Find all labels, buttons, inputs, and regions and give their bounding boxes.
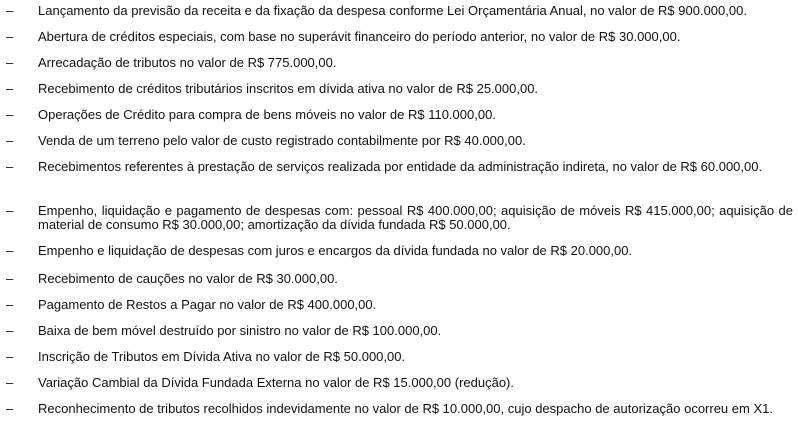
list-item-text: Recebimento de cauções no valor de R$ 30.000,00. bbox=[38, 271, 338, 286]
list-bullet: – bbox=[6, 243, 14, 258]
list-bullet: – bbox=[6, 29, 14, 44]
list-bullet: – bbox=[6, 401, 14, 416]
list-item-text: Lançamento da previsão da receita e da fixação da despesa conforme Lei Orçamentária Anual, no valor de R$ 900.000,00. bbox=[38, 3, 747, 18]
list-bullet: – bbox=[6, 55, 14, 70]
list-bullet: – bbox=[6, 81, 14, 96]
list-item-text: Empenho, liquidação e pagamento de despesas com: pessoal R$ 400.000,00; aquisição de móveis R$ 415.000,00; aquisição de material de consumo R$ 30.000,00; amortização da dívida fundada R$ 50.000,00. bbox=[38, 203, 793, 232]
list-bullet: – bbox=[6, 159, 14, 174]
list-item-text: Venda de um terreno pelo valor de custo registrado contabilmente por R$ 40.000,00. bbox=[38, 133, 526, 148]
list-item-text: Recebimentos referentes à prestação de serviços realizada por entidade da administração indireta, no valor de R$ 60.000,00. bbox=[38, 159, 763, 174]
list-item-text: Empenho e liquidação de despesas com juros e encargos da dívida fundada no valor de R$ 20.000,00. bbox=[38, 243, 633, 258]
list-item-text: Reconhecimento de tributos recolhidos indevidamente no valor de R$ 10.000,00, cujo despacho de autorização ocorreu em X1. bbox=[38, 401, 773, 416]
list-bullet: – bbox=[6, 203, 14, 218]
list-item-text: Operações de Crédito para compra de bens móveis no valor de R$ 110.000,00. bbox=[38, 107, 496, 122]
list-bullet: – bbox=[6, 3, 14, 18]
list-item-text: Arrecadação de tributos no valor de R$ 775.000,00. bbox=[38, 55, 337, 70]
list-bullet: – bbox=[6, 271, 14, 286]
list-item-text: Variação Cambial da Dívida Fundada Externa no valor de R$ 15.000,00 (redução). bbox=[38, 375, 514, 390]
list-bullet: – bbox=[6, 297, 14, 312]
list-bullet: – bbox=[6, 323, 14, 338]
list-item-text: Recebimento de créditos tributários inscritos em dívida ativa no valor de R$ 25.000,00. bbox=[38, 81, 539, 96]
list-item-text: Pagamento de Restos a Pagar no valor de R$ 400.000,00. bbox=[38, 297, 377, 312]
list-bullet: – bbox=[6, 107, 14, 122]
list-bullet: – bbox=[6, 375, 14, 390]
list-item-text: Baixa de bem móvel destruído por sinistro no valor de R$ 100.000,00. bbox=[38, 323, 442, 338]
list-bullet: – bbox=[6, 133, 14, 148]
list-item-text: Abertura de créditos especiais, com base no superávit financeiro do período anterior, no valor de R$ 30.000,00. bbox=[38, 29, 681, 44]
list-bullet: – bbox=[6, 349, 14, 364]
list-item-text: Inscrição de Tributos em Dívida Ativa no valor de R$ 50.000,00. bbox=[38, 349, 406, 364]
